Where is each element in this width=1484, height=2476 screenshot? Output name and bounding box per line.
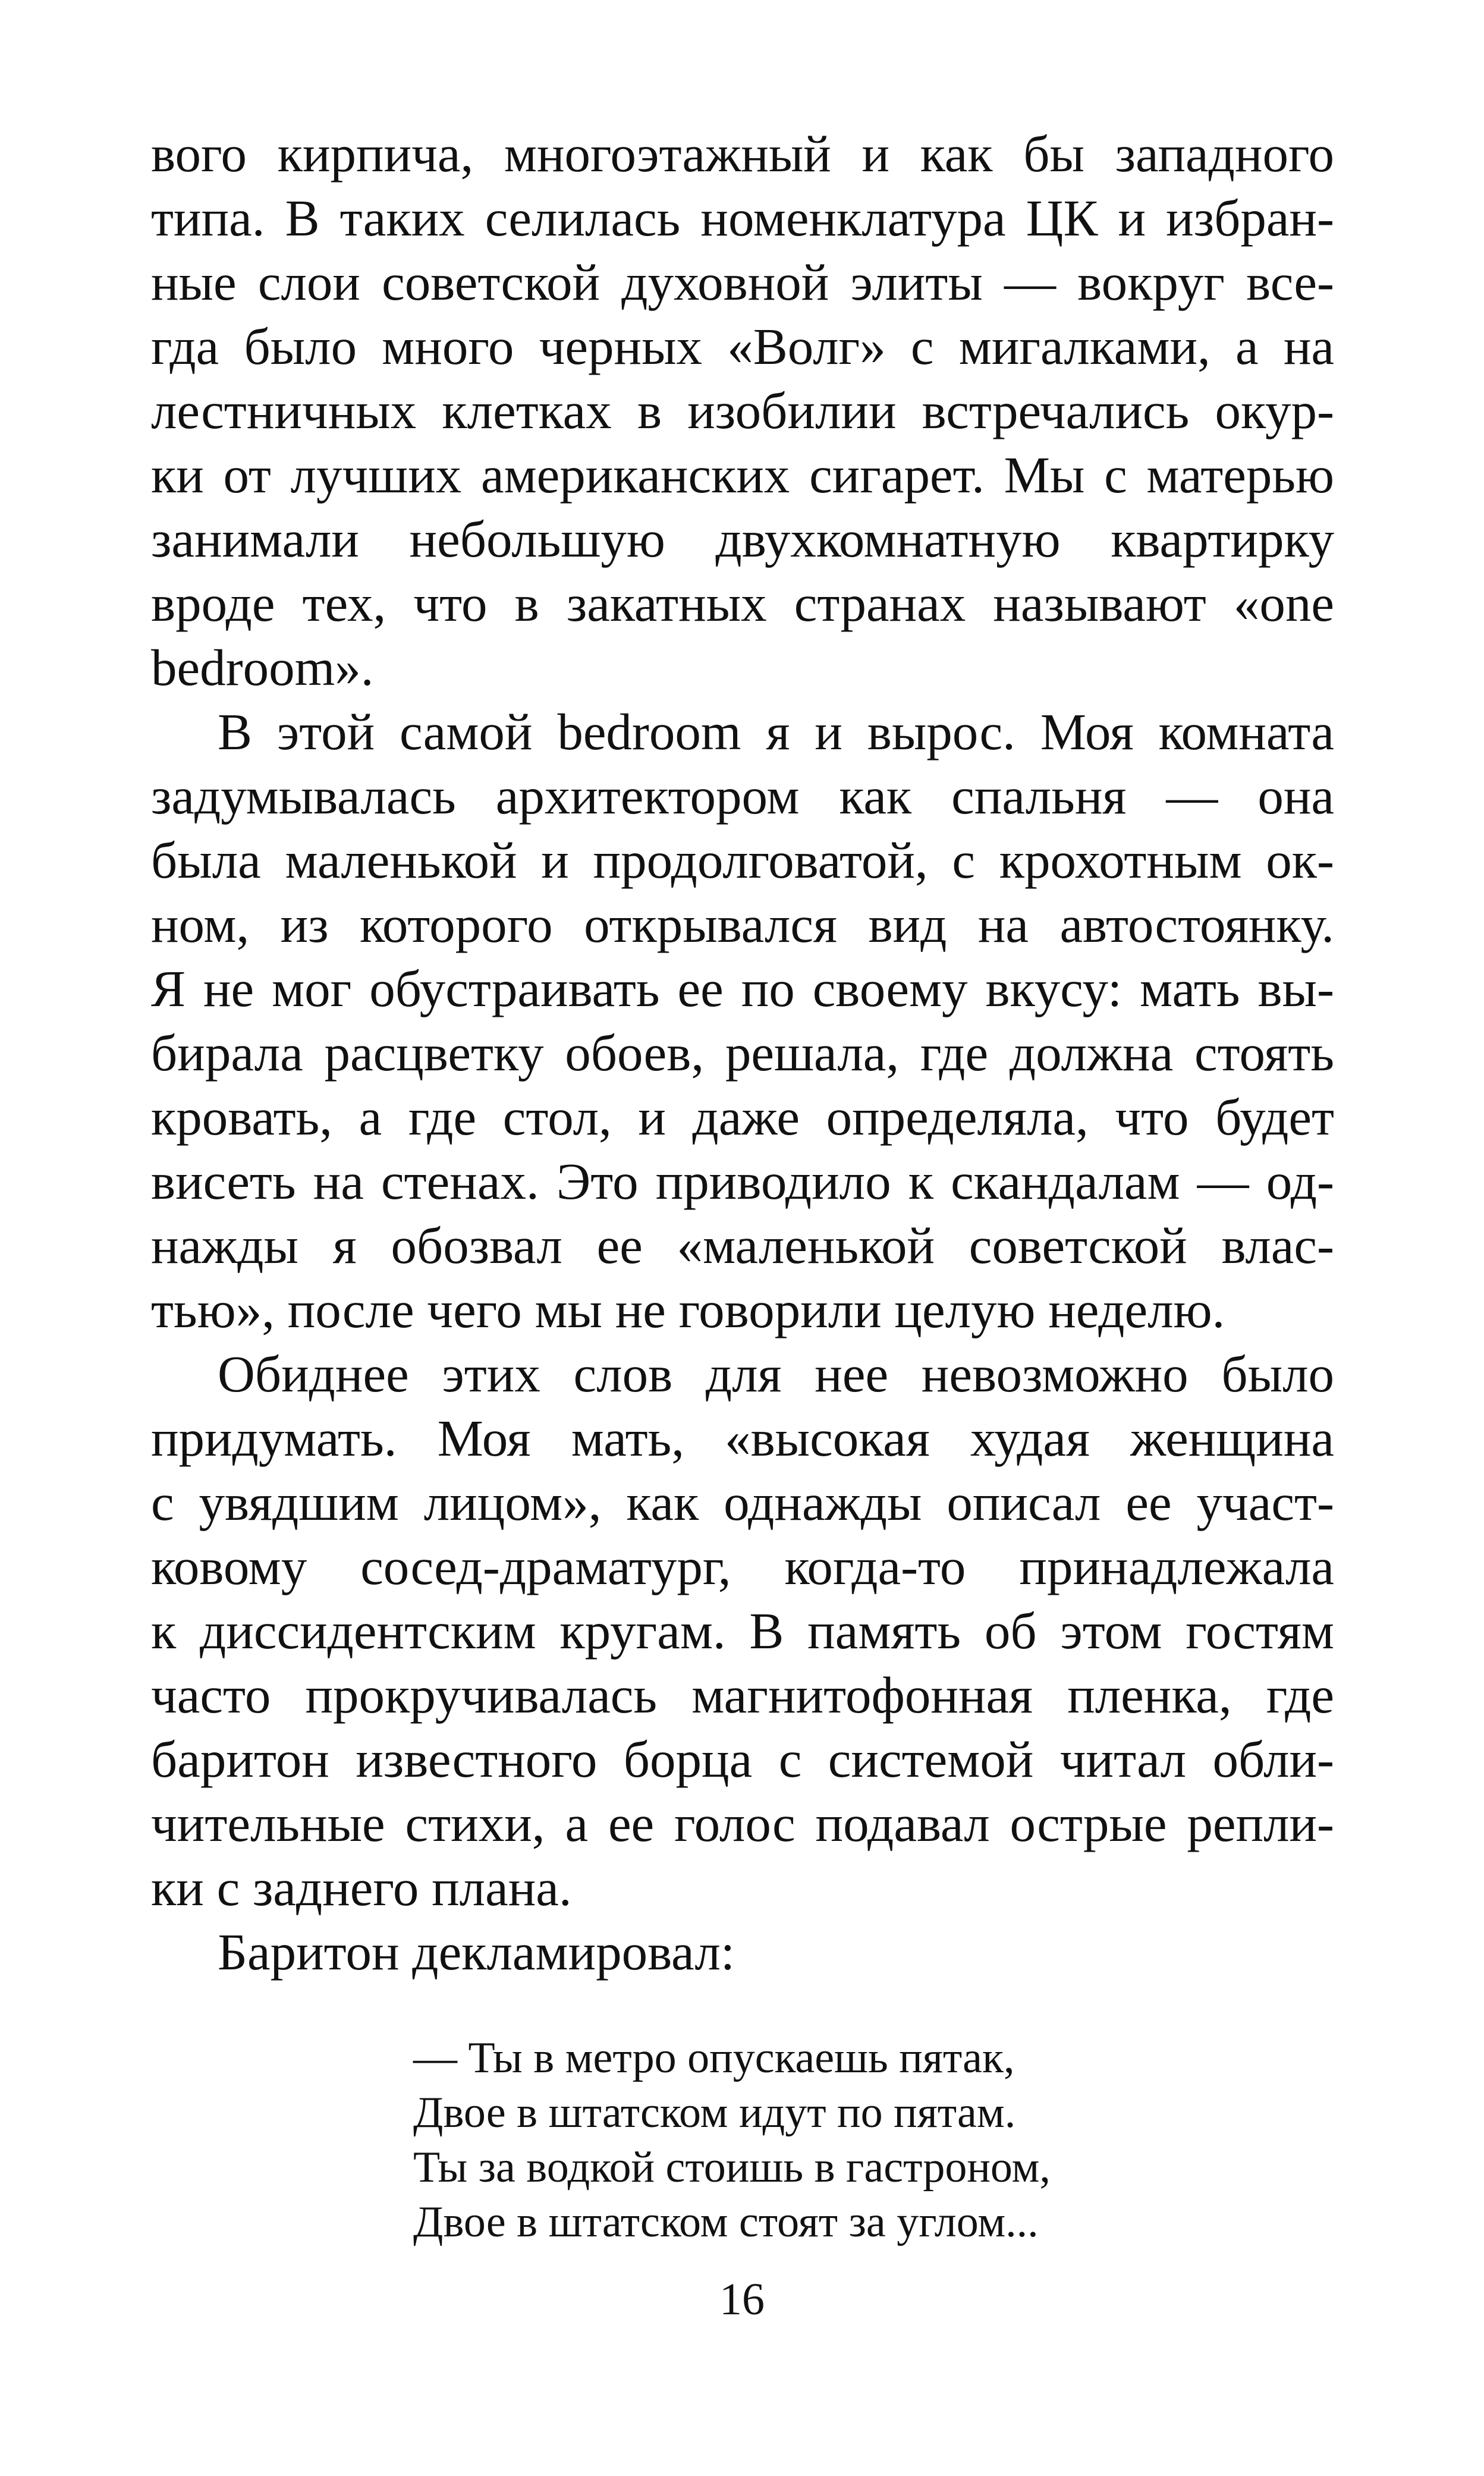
text-line: bedroom». bbox=[151, 639, 374, 696]
page-number: 16 bbox=[719, 2274, 765, 2324]
poem-line: Двое в штатском стоят за углом... bbox=[413, 2198, 1039, 2246]
text-line: была маленькой и продолговатой, с крохотным ок- bbox=[151, 831, 1334, 889]
text-line: кровать, а где стол, и даже определяла, что будет bbox=[151, 1088, 1334, 1146]
paragraph bbox=[151, 700, 1334, 1342]
text-line: с увядшим лицом», как однажды описал ее участ- bbox=[151, 1473, 1334, 1531]
text-line: вроде тех, что в закатных странах называют «one bbox=[151, 574, 1334, 632]
paragraph bbox=[151, 122, 1334, 700]
paragraph bbox=[151, 1920, 1334, 1984]
text-line: висеть на стенах. Это приводило к скандалам — од- bbox=[151, 1152, 1334, 1210]
paragraph bbox=[151, 1342, 1334, 1920]
text-line: задумывалась архитектором как спальня — она bbox=[151, 767, 1334, 825]
poem-quote bbox=[413, 2031, 1051, 2249]
poem-line: — Ты в метро опускаешь пятак, bbox=[413, 2034, 1015, 2082]
text-line: ковому сосед-драматург, когда-то принадлежала bbox=[151, 1538, 1334, 1595]
text-line: ные слои советской духовной элиты — вокруг все- bbox=[151, 253, 1334, 311]
text-line: Я не мог обустраивать ее по своему вкусу: мать вы- bbox=[151, 960, 1334, 1017]
text-line: бирала расцветку обоев, решала, где должна стоять bbox=[151, 1024, 1334, 1082]
text-line: ки с заднего плана. bbox=[151, 1859, 572, 1916]
text-line: занимали небольшую двухкомнатную квартирку bbox=[151, 510, 1334, 568]
poem-line: Ты за водкой стоишь в гастроном, bbox=[413, 2143, 1051, 2192]
text-line: часто прокручивалась магнитофонная пленка, где bbox=[151, 1666, 1334, 1724]
text-line: Обиднее этих слов для нее невозможно было bbox=[218, 1345, 1334, 1403]
text-line: баритон известного борца с системой читал обли- bbox=[151, 1730, 1334, 1788]
text-line: Баритон декламировал: bbox=[218, 1923, 735, 1981]
text-line: к диссидентским кругам. В память об этом гостям bbox=[151, 1602, 1334, 1660]
text-line: придумать. Моя мать, «высокая худая женщина bbox=[151, 1409, 1334, 1467]
text-line: типа. В таких селилась номенклатура ЦК и избран- bbox=[151, 189, 1334, 247]
book-page-text bbox=[151, 122, 1334, 1984]
text-line: нажды я обозвал ее «маленькой советской влас- bbox=[151, 1217, 1334, 1274]
text-line: лестничных клетках в изобилии встречались окур- bbox=[151, 382, 1334, 439]
poem-line: Двое в штатском идут по пятам. bbox=[413, 2088, 1016, 2137]
text-line: чительные стихи, а ее голос подавал острые репли- bbox=[151, 1795, 1334, 1852]
text-line: В этой самой bedroom я и вырос. Моя комната bbox=[218, 703, 1334, 761]
text-line: ном, из которого открывался вид на автостоянку. bbox=[151, 895, 1334, 953]
text-line: ки от лучших американских сигарет. Мы с матерью bbox=[151, 446, 1334, 504]
text-line: гда было много черных «Волг» с мигалками, а на bbox=[151, 318, 1334, 375]
text-line: тью», после чего мы не говорили целую неделю. bbox=[151, 1281, 1225, 1338]
text-line: вого кирпича, многоэтажный и как бы западного bbox=[151, 125, 1334, 183]
